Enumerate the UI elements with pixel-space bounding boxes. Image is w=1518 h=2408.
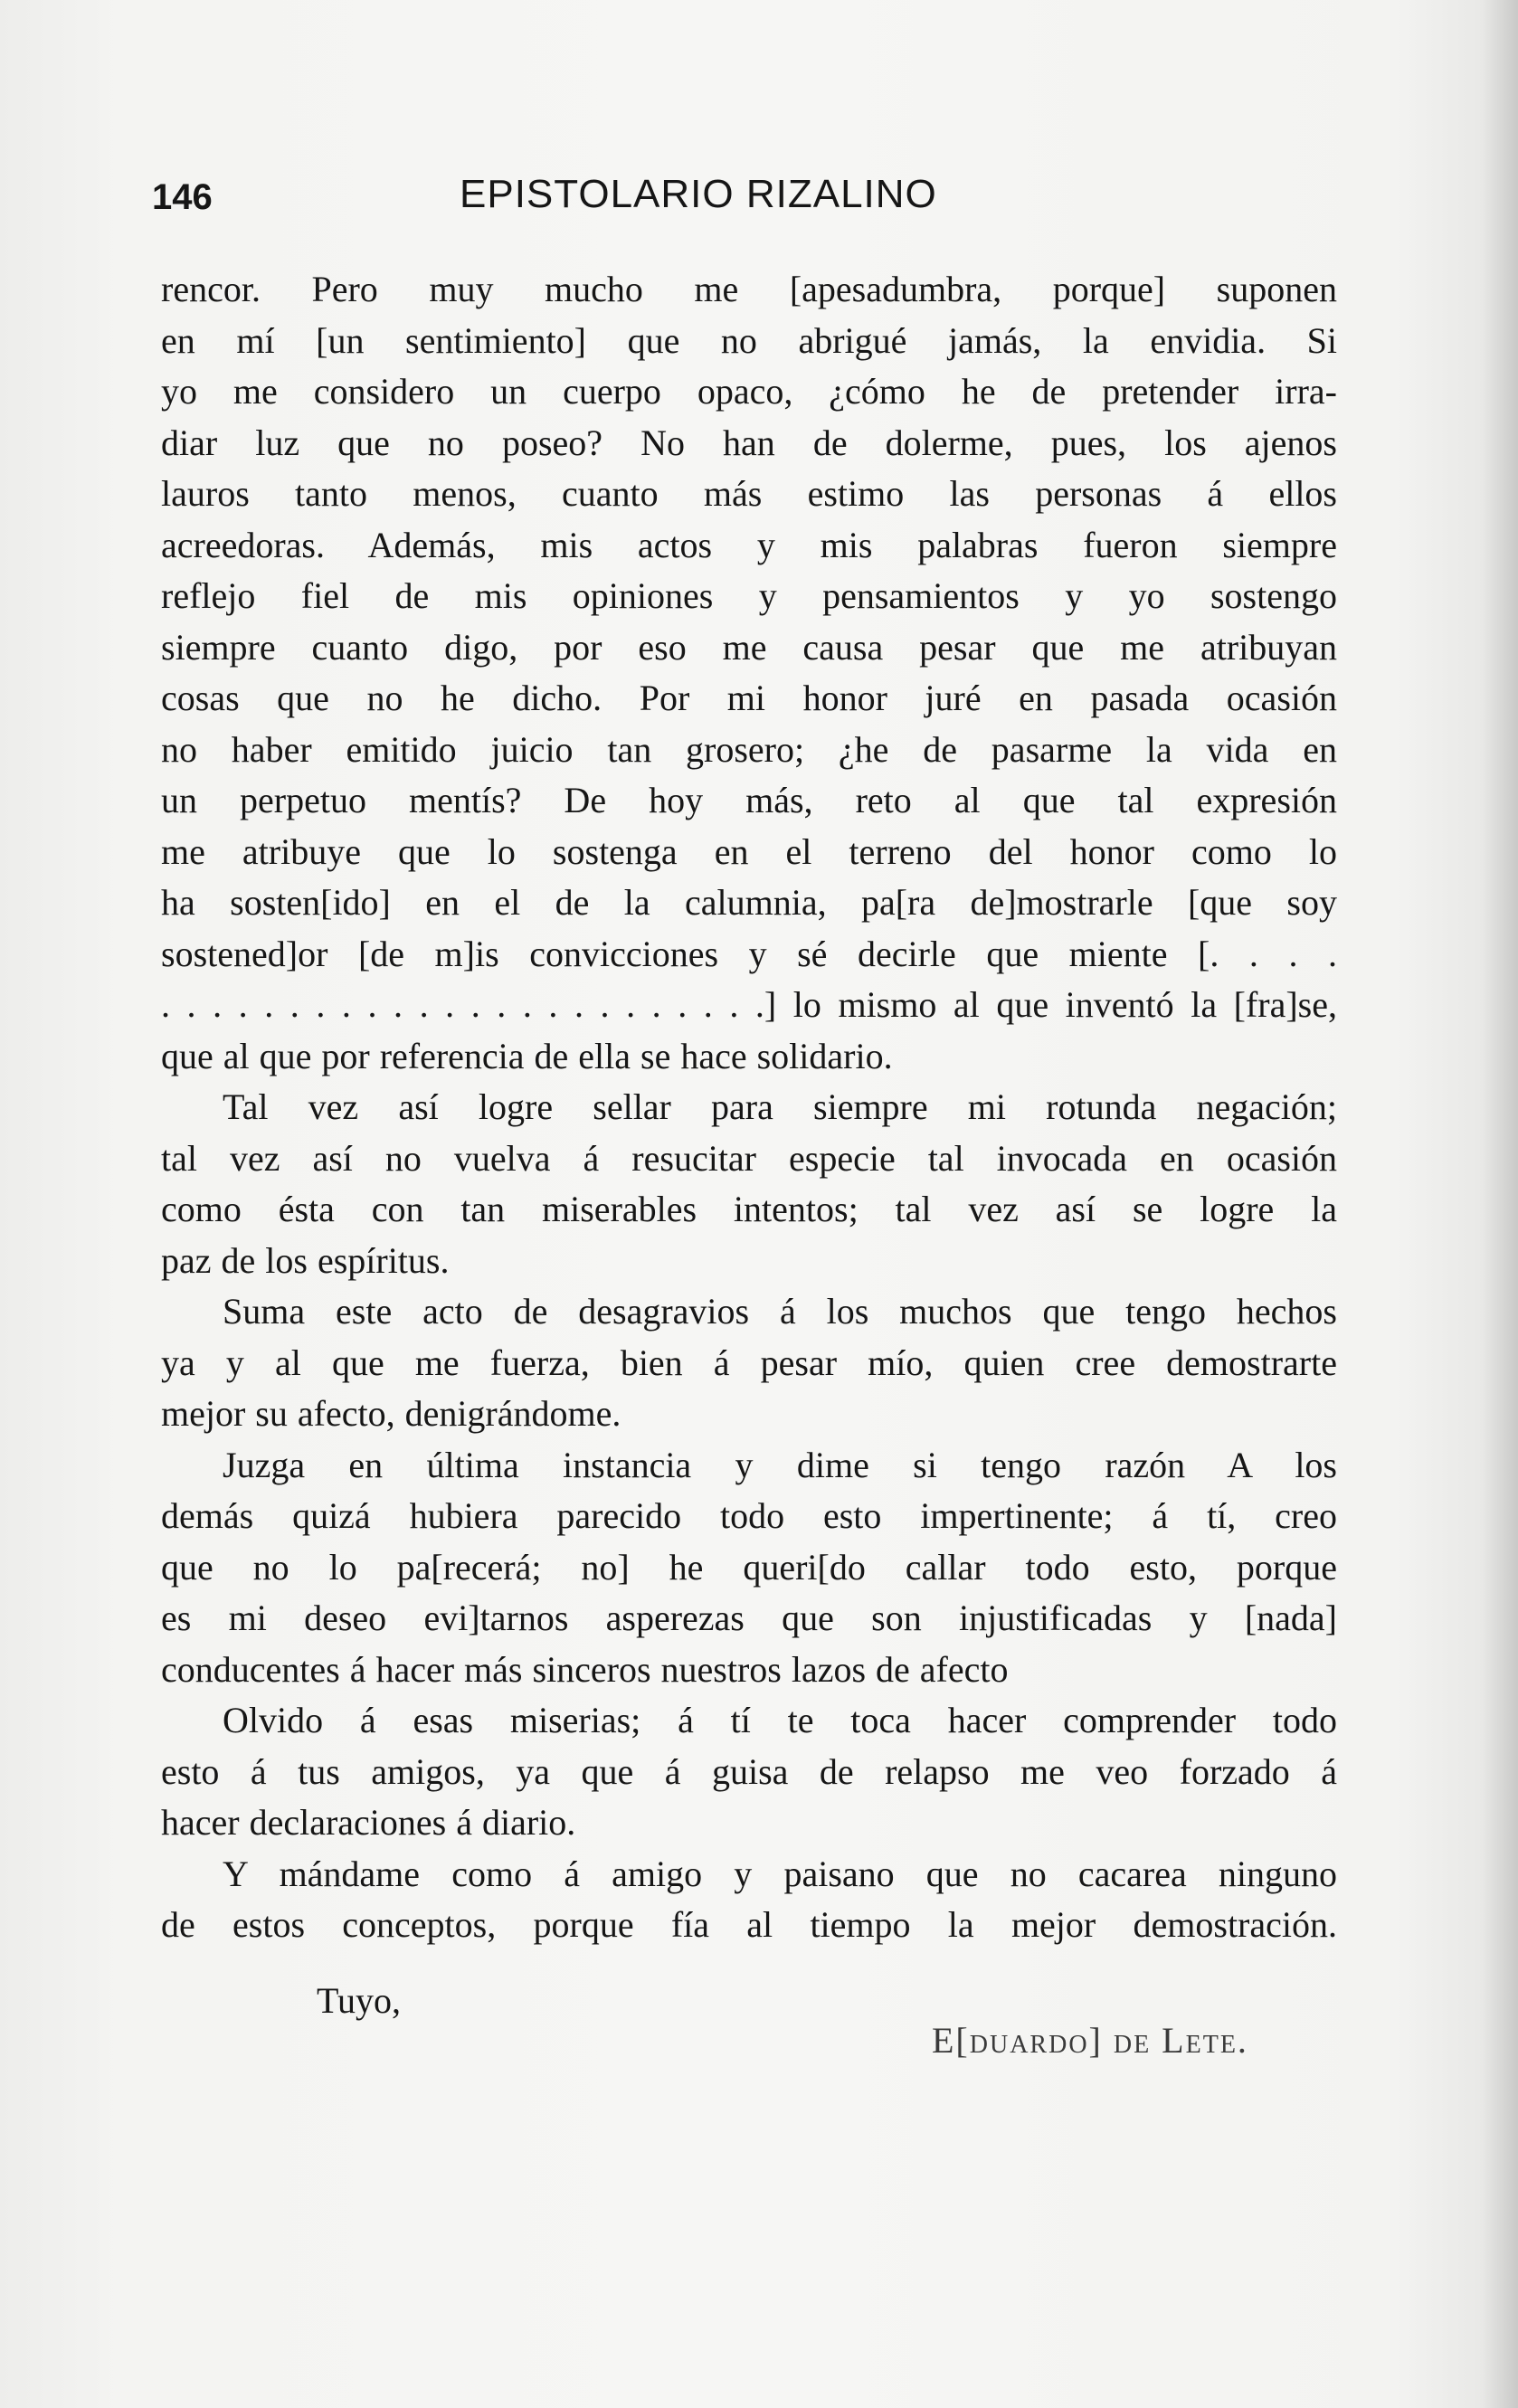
text-line: demás quizá hubiera parecido todo esto impertinente; á tí, creo: [161, 1495, 1337, 1536]
text-line: Suma este acto de desagravios á los muchos que tengo hechos: [223, 1291, 1337, 1332]
text-line: que al que por referencia de ella se hace solidario.: [161, 1035, 893, 1076]
text-line: siempre cuanto digo, por eso me causa pesar que me atribuyan: [161, 626, 1337, 668]
text-line: Y mándame como á amigo y paisano que no cacarea ninguno: [223, 1853, 1337, 1894]
text-line: sostened]or [de m]is convicciones y sé decirle que miente [. . . .: [161, 933, 1337, 974]
text-line: Tal vez así logre sellar para siempre mi rotunda negación;: [223, 1086, 1337, 1127]
text-line: diar luz que no poseo? No han de dolerme, pues, los ajenos: [161, 422, 1337, 463]
paragraph: [161, 1440, 1337, 1696]
text-line: rencor. Pero muy mucho me [apesadumbra, porque] suponen: [161, 269, 1337, 309]
text-line: . . . . . . . . . . . . . . . . . . . . . . . .] lo mismo al que inventó la [fra]se,: [161, 984, 1337, 1025]
text-line: acreedoras. Además, mis actos y mis palabras fueron siempre: [161, 524, 1337, 565]
text-line: no haber emitido juicio tan grosero; ¿he de pasarme la vida en: [161, 728, 1337, 770]
text-line: en mí [un sentimiento] que no abrigué jamás, la envidia. Si: [161, 319, 1337, 361]
text-line: Juzga en última instancia y dime si tengo razón A los: [223, 1444, 1337, 1485]
page-header: [152, 172, 1364, 235]
text-line: como ésta con tan miserables intentos; tal vez así se logre la: [161, 1189, 1337, 1229]
signature: E[duardo] de Lete.: [932, 2020, 1248, 2061]
text-line: Olvido á esas miserias; á tí te toca hacer comprender todo: [223, 1700, 1337, 1740]
letter-body: [161, 264, 1337, 1951]
paragraph: [161, 1286, 1337, 1440]
text-line: tal vez así no vuelva á resucitar especie tal invocada en ocasión: [161, 1137, 1337, 1179]
text-line: un perpetuo mentís? De hoy más, reto al que tal expresión: [161, 780, 1337, 820]
text-line: conducentes á hacer más sinceros nuestros lazos de afecto: [161, 1648, 1009, 1690]
text-line: de estos conceptos, porque fía al tiempo la mejor demostración.: [161, 1904, 1337, 1945]
text-line: lauros tanto menos, cuanto más estimo las personas á ellos: [161, 473, 1337, 514]
running-title: EPISTOLARIO RIZALINO: [460, 172, 937, 216]
text-line: ya y al que me fuerza, bien á pesar mío, quien cree demostrarte: [161, 1341, 1337, 1383]
paragraph: [161, 1849, 1337, 1951]
text-line: yo me considero un cuerpo opaco, ¿cómo he de pretender irra-: [161, 371, 1337, 412]
text-line: que no lo pa[recerá; no] he queri[do callar todo esto, porque: [161, 1546, 1337, 1588]
page-number: 146: [152, 177, 213, 217]
text-line: cosas que no he dicho. Por mi honor juré en pasada ocasión: [161, 678, 1337, 718]
text-line: ha sosten[ido] en el de la calumnia, pa[ra de]mostrarle [que soy: [161, 882, 1337, 923]
paragraph: [161, 264, 1337, 1082]
text-line: es mi deseo evi]tarnos asperezas que son injustificadas y [nada]: [161, 1597, 1337, 1638]
text-line: me atribuye que lo sostenga en el terreno del honor como lo: [161, 830, 1337, 872]
text-line: reflejo fiel de mis opiniones y pensamientos y yo sostengo: [161, 575, 1337, 616]
text-line: hacer declaraciones á diario.: [161, 1802, 576, 1843]
scan-shadow-edge: [1482, 0, 1518, 2408]
paragraph: [161, 1082, 1337, 1286]
text-line: mejor su afecto, denigrándome.: [161, 1393, 621, 1434]
paragraph: [161, 1695, 1337, 1849]
text-line: esto á tus amigos, ya que á guisa de relapso me veo forzado á: [161, 1750, 1337, 1792]
text-line: paz de los espíritus.: [161, 1239, 450, 1281]
closing-salutation: Tuyo,: [317, 1980, 402, 2021]
